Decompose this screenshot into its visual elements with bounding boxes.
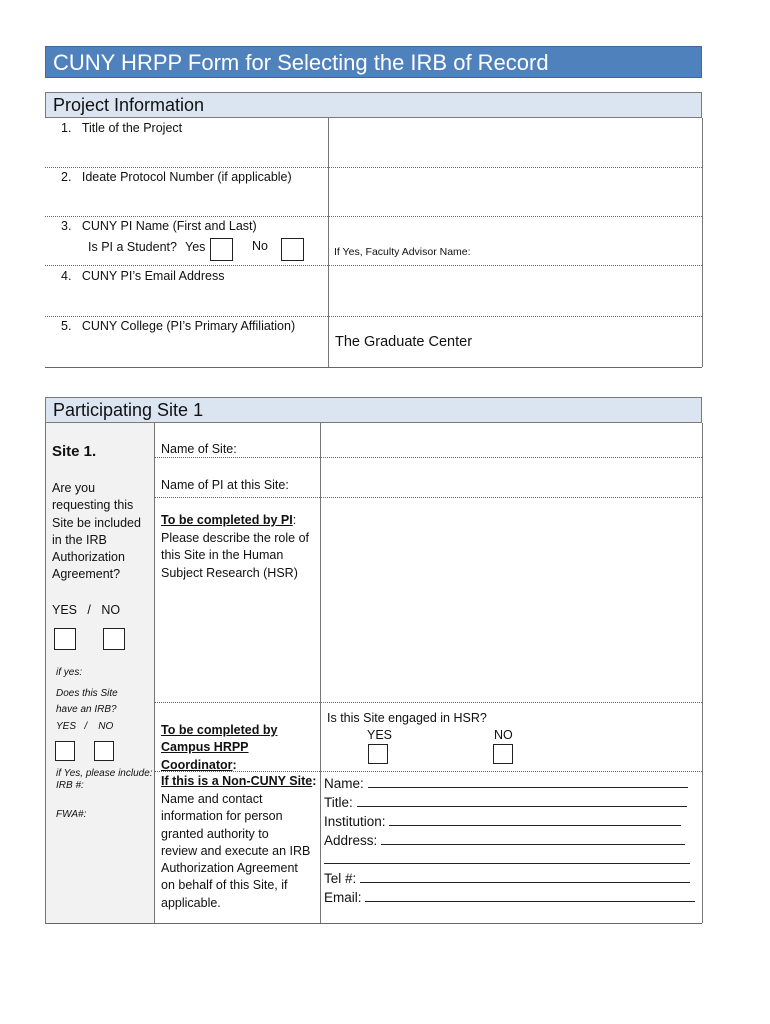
have-irb-yes-checkbox[interactable] — [55, 741, 75, 761]
q4-label: 4. CUNY PI’s Email Address — [61, 269, 225, 283]
protocol-number-field[interactable] — [331, 169, 699, 214]
q2-label: 2. Ideate Protocol Number (if applicable) — [61, 170, 292, 184]
form-title: CUNY HRPP Form for Selecting the IRB of Record — [45, 46, 702, 78]
contact-address-line-2[interactable] — [324, 851, 690, 867]
project-bottom-border — [45, 367, 702, 368]
request-question: Are you requesting this Site be included in the IRB Authorization Agreement? — [52, 481, 141, 582]
fwa-label: FWA#: — [56, 809, 87, 820]
engaged-no-label: NO — [494, 728, 513, 742]
q5-label: 5. CUNY College (PI’s Primary Affiliation) — [61, 319, 296, 333]
contact-name-field[interactable]: Name: — [324, 775, 688, 791]
pi-email-field[interactable] — [331, 267, 699, 314]
project-title-field[interactable] — [331, 120, 699, 165]
name-of-pi-label: Name of PI at this Site: — [161, 478, 289, 492]
pi-role-description: Please describe the role of this Site in the Human Subject Research (HSR) — [161, 531, 310, 580]
if-yes-label: if yes: — [56, 667, 83, 678]
request-yes-checkbox[interactable] — [54, 628, 76, 650]
have-irb-line-1: Does this Site — [56, 688, 118, 699]
contact-title-field[interactable]: Title: — [324, 794, 687, 810]
row-divider-2 — [45, 216, 702, 217]
request-yes-no-label: YES / NO — [52, 603, 121, 617]
noncuny-description: Name and contact information for person granted authority to review and execute an IRB Authorization Agreement on behalf of this Site, if applicable. — [161, 792, 311, 910]
row-divider-3 — [45, 265, 702, 266]
contact-tel-field[interactable]: Tel #: — [324, 870, 690, 886]
engaged-no-checkbox[interactable] — [493, 744, 513, 764]
noncuny-heading: If this is a Non-CUNY Site: — [161, 774, 317, 788]
site-row-divider-1 — [154, 457, 702, 458]
faculty-advisor-label: If Yes, Faculty Advisor Name: — [334, 246, 471, 258]
pi-student-no-label: No — [252, 239, 268, 253]
name-of-site-field[interactable] — [323, 425, 699, 455]
request-no-checkbox[interactable] — [103, 628, 125, 650]
contact-institution-field[interactable]: Institution: — [324, 813, 681, 829]
have-irb-no-checkbox[interactable] — [94, 741, 114, 761]
site-bottom-border — [45, 923, 702, 924]
pi-completion-heading: To be completed by PI: — [161, 513, 297, 527]
have-irb-yes-no: YES / NO — [56, 721, 114, 732]
row-divider-1 — [45, 167, 702, 168]
pi-student-question: Is PI a Student? — [88, 240, 177, 254]
coordinator-heading: To be completed by Campus HRPP Coordinator: — [161, 723, 278, 772]
engaged-yes-label: YES — [367, 728, 393, 742]
site-row-divider-2 — [154, 497, 702, 498]
project-right-border — [702, 118, 703, 367]
site-role-field[interactable] — [323, 500, 699, 700]
q3-label: 3. CUNY PI Name (First and Last) — [61, 219, 257, 233]
site-column-divider-1 — [154, 423, 155, 923]
project-info-heading: Project Information — [45, 92, 702, 118]
contact-address-field[interactable]: Address: — [324, 832, 685, 848]
pi-student-no-checkbox[interactable] — [281, 238, 304, 261]
site-row-divider-3 — [154, 702, 702, 703]
have-irb-line-2: have an IRB? — [56, 704, 117, 715]
irb-number-label: IRB #: — [56, 780, 84, 791]
site-right-border — [702, 423, 703, 923]
name-of-pi-field[interactable] — [323, 460, 699, 495]
college-value[interactable]: The Graduate Center — [335, 334, 473, 350]
participating-site-heading: Participating Site 1 — [45, 397, 702, 423]
site-label: Site 1. — [52, 443, 97, 460]
name-of-site-label: Name of Site: — [161, 442, 237, 456]
engaged-yes-checkbox[interactable] — [368, 744, 388, 764]
row-divider-4 — [45, 316, 702, 317]
pi-student-yes-checkbox[interactable] — [210, 238, 233, 261]
q1-label: 1. Title of the Project — [61, 121, 183, 135]
project-column-divider — [328, 118, 329, 367]
contact-email-field[interactable]: Email: — [324, 889, 695, 905]
engaged-question: Is this Site engaged in HSR? — [327, 711, 487, 725]
include-note-line-1: if Yes, please include: — [56, 768, 153, 779]
site-left-border — [45, 423, 46, 923]
pi-student-yes-label: Yes — [185, 240, 206, 254]
